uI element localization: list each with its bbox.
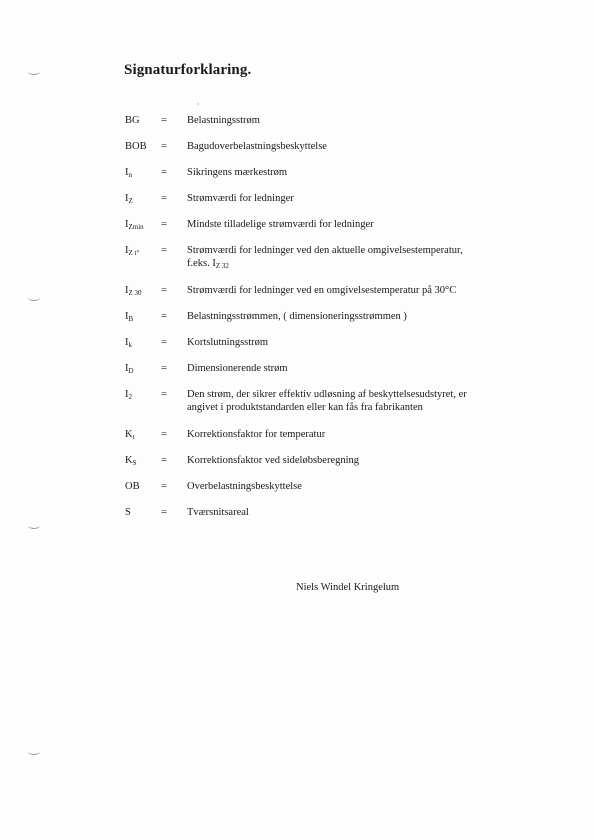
equals-sign: = bbox=[161, 193, 167, 204]
legend-abbreviation: OB bbox=[125, 481, 140, 492]
equals-sign: = bbox=[161, 285, 167, 296]
legend-description: Strømværdi for ledninger ved den aktuelle omgivelsestemperatur, f.eks. $I_{Z 32}$ bbox=[187, 245, 463, 270]
legend-abbreviation: $I_D$ bbox=[125, 363, 134, 375]
legend-description: Tværsnitsareal bbox=[187, 507, 249, 518]
legend-abbreviation: BG bbox=[125, 115, 140, 126]
legend-description: Korrektionsfaktor for temperatur bbox=[187, 429, 326, 440]
legend-abbreviation: $K_S$ bbox=[125, 455, 137, 467]
equals-sign: = bbox=[161, 337, 167, 348]
legend-abbreviation: S bbox=[125, 507, 131, 518]
legend-abbreviation: $I_{Zmin}$ bbox=[125, 219, 144, 231]
legend-description: Overbelastningsbeskyttelse bbox=[187, 481, 302, 492]
equals-sign: = bbox=[161, 429, 167, 440]
equals-sign: = bbox=[161, 141, 167, 152]
legend-description: Kortslutningsstrøm bbox=[187, 337, 269, 348]
legend-description: Belastningsstrøm bbox=[187, 115, 260, 126]
page-title: Signaturforklaring. bbox=[124, 62, 252, 78]
legend-description: Strømværdi for ledninger bbox=[187, 193, 294, 204]
hole-punch-mark bbox=[28, 294, 40, 301]
legend-abbreviation: BOB bbox=[125, 141, 147, 152]
legend-description: Den strøm, der sikrer effektiv udløsning af beskyttelsesudstyret, er angivet i produktstandarden eller kan fås fra fabrikanten bbox=[187, 389, 467, 413]
legend-description: Belastningsstrømmen, ( dimensioneringsstrømmen ) bbox=[187, 311, 407, 322]
scan-speck bbox=[197, 103, 199, 105]
legend-description: Korrektionsfaktor ved sideløbsberegning bbox=[187, 455, 360, 466]
legend-abbreviation: $I_n$ bbox=[125, 167, 132, 179]
legend-abbreviation: $I_2$ bbox=[125, 389, 132, 401]
hole-punch-mark bbox=[28, 748, 40, 755]
equals-sign: = bbox=[161, 389, 167, 400]
equals-sign: = bbox=[161, 115, 167, 126]
equals-sign: = bbox=[161, 219, 167, 230]
legend-description: Mindste tilladelige strømværdi for ledninger bbox=[187, 219, 374, 230]
legend-abbreviation: $I_Z$ bbox=[125, 193, 133, 205]
equals-sign: = bbox=[161, 507, 167, 518]
legend-description: Dimensionerende strøm bbox=[187, 363, 288, 374]
legend-abbreviation: $I_{Z t^\circ}$ bbox=[125, 245, 140, 257]
legend-abbreviation: $K_t$ bbox=[125, 429, 135, 441]
equals-sign: = bbox=[161, 455, 167, 466]
legend-abbreviation: $I_k$ bbox=[125, 337, 132, 349]
hole-punch-mark bbox=[28, 68, 40, 75]
signature-name: Niels Windel Kringelum bbox=[296, 582, 400, 593]
legend-abbreviation: $I_B$ bbox=[125, 311, 134, 323]
legend-description: Bagudoverbelastningsbeskyttelse bbox=[187, 141, 327, 152]
legend-description: Sikringens mærkestrøm bbox=[187, 167, 288, 178]
equals-sign: = bbox=[161, 167, 167, 178]
equals-sign: = bbox=[161, 363, 167, 374]
equals-sign: = bbox=[161, 481, 167, 492]
hole-punch-mark bbox=[28, 522, 40, 529]
legend-abbreviation: $I_{Z 30}$ bbox=[125, 285, 142, 297]
equals-sign: = bbox=[161, 311, 167, 322]
legend-description: Strømværdi for ledninger ved en omgivelsestemperatur på 30°C bbox=[187, 285, 457, 296]
equals-sign: = bbox=[161, 245, 167, 256]
